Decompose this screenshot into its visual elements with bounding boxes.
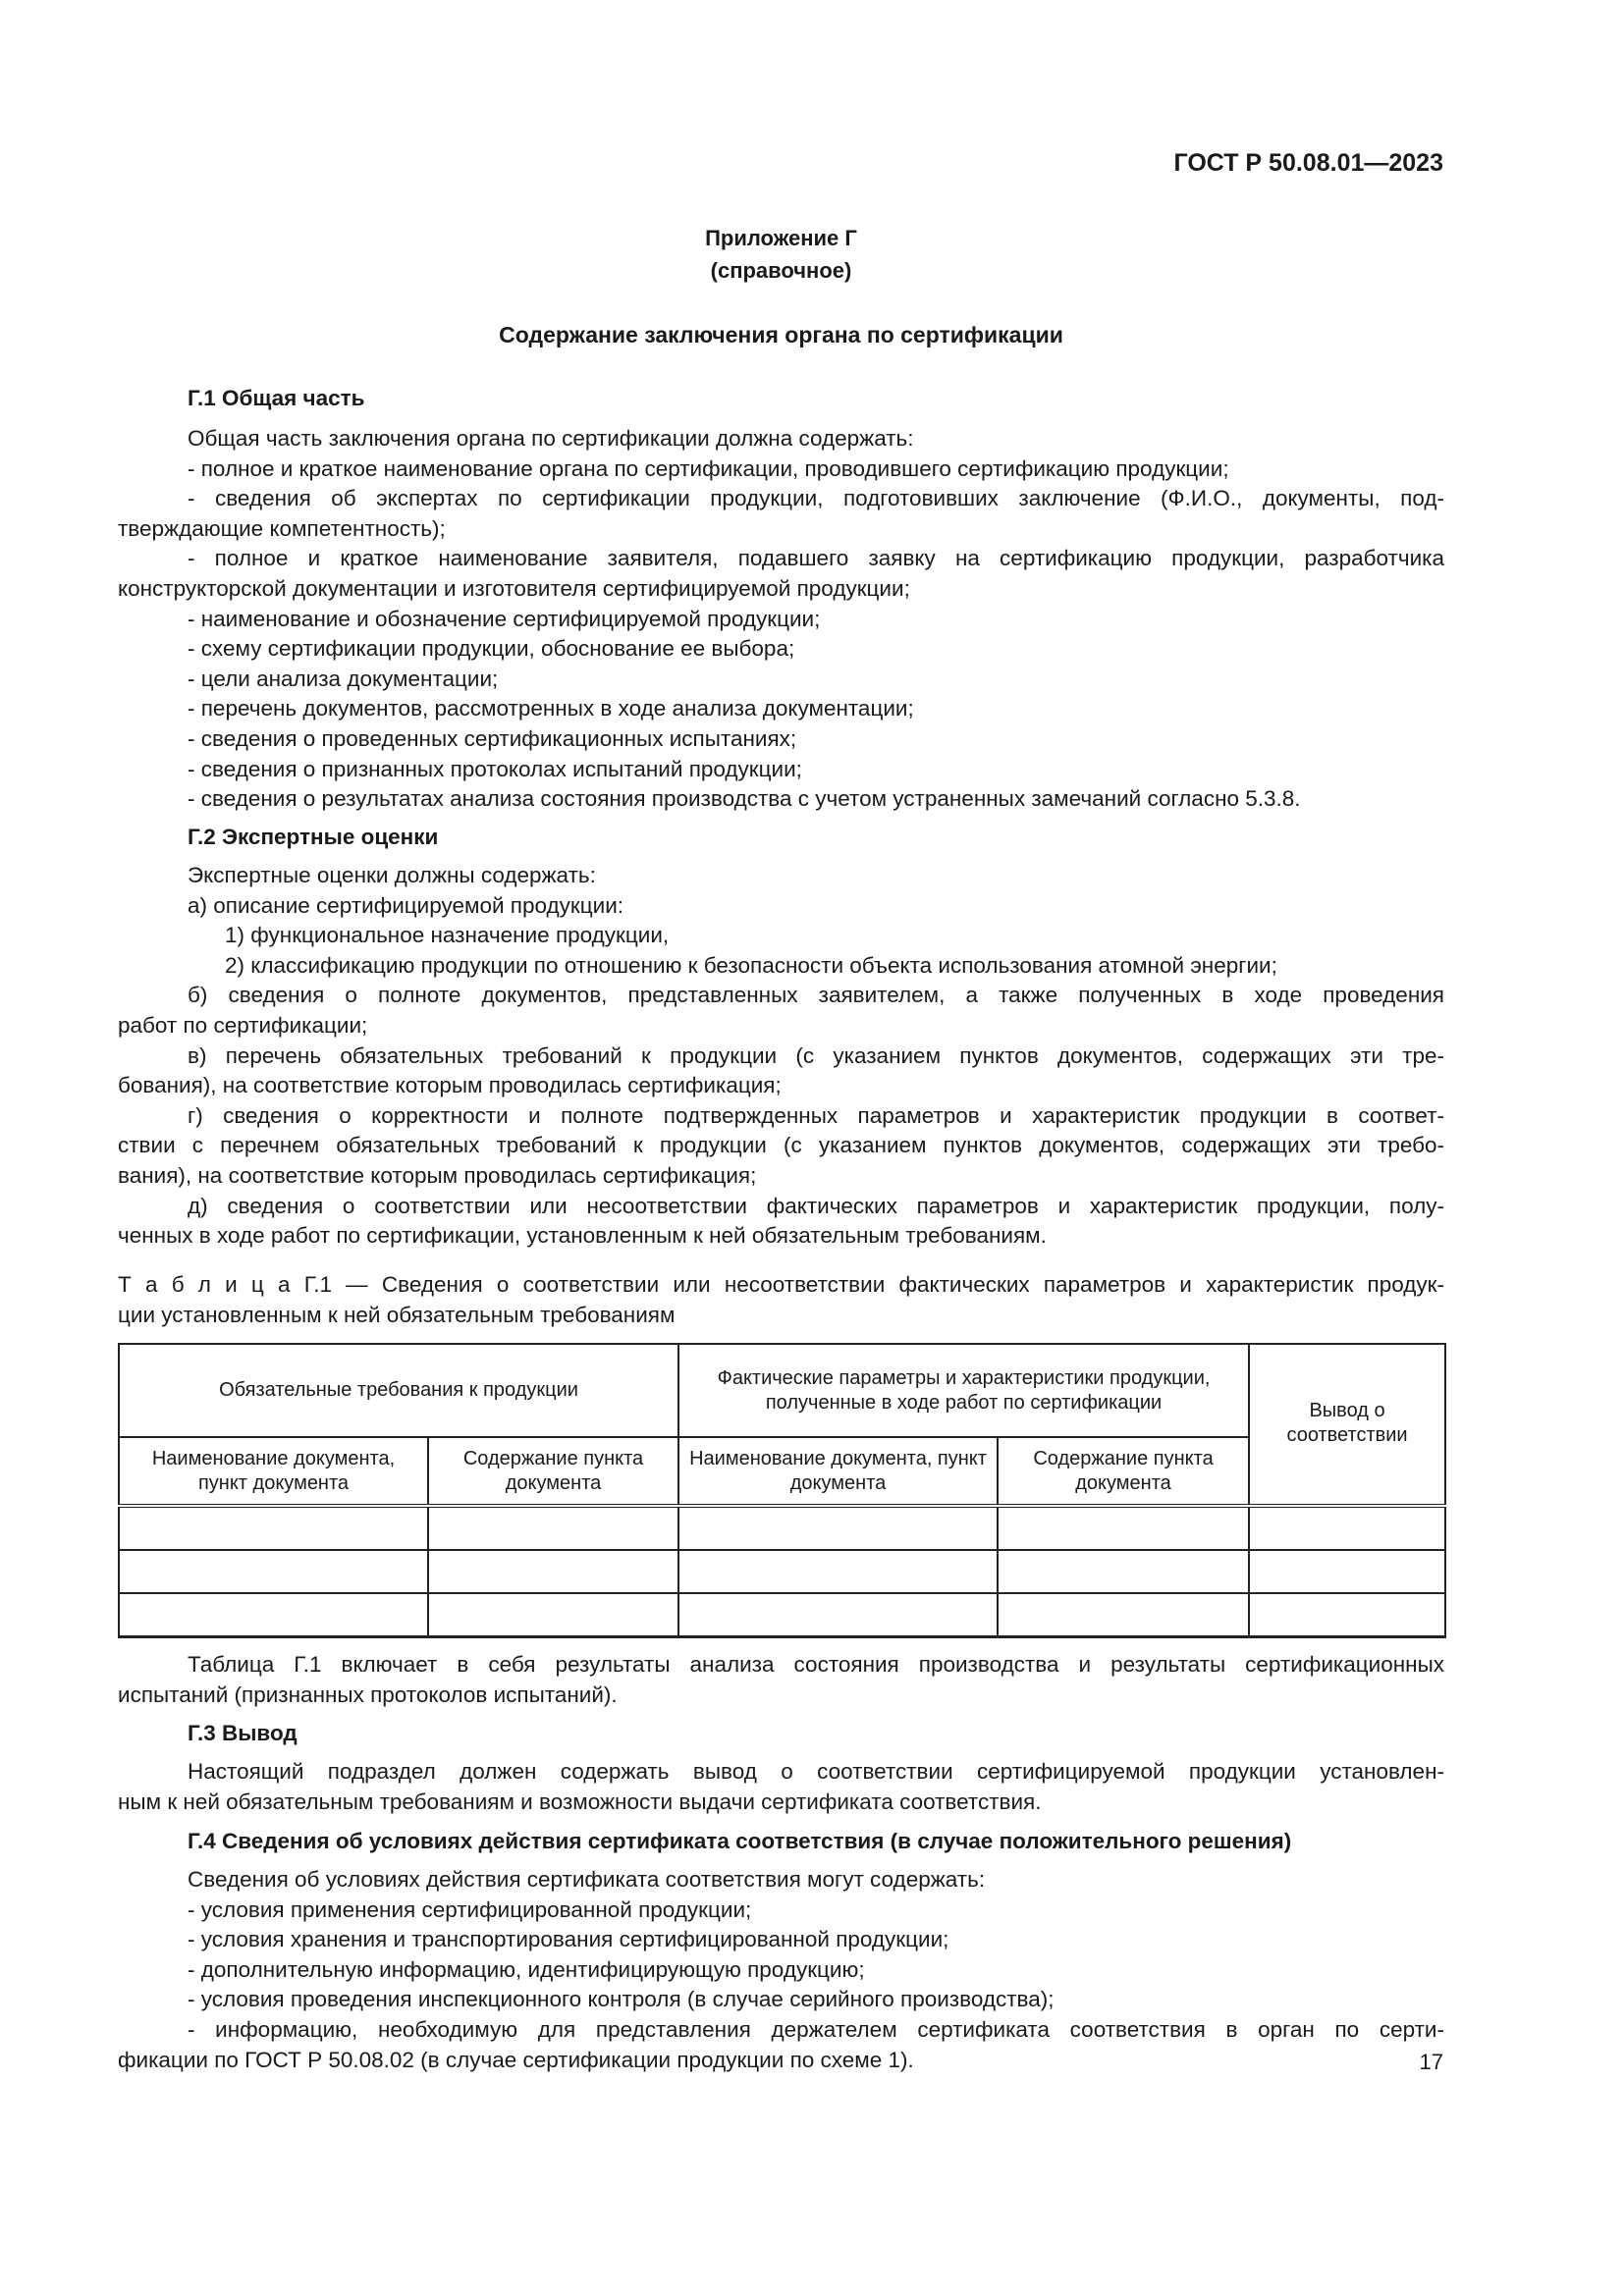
table-row [119,1593,1445,1637]
text-line: - полное и краткое наименование органа по сертификации, проводившего сертификацию продукции; [188,455,1229,481]
text-line: ченных в ходе работ по сертификации, установленным к ней обязательным требованиям. [118,1223,1047,1249]
text-line: ствии с перечнем обязательных требований к продукции (с указанием пунктов документов, содержащих эти требо- [118,1133,1444,1158]
text-line: Экспертные оценки должны содержать: [188,863,596,887]
text-line: - полное и краткое наименование заявителя, подавшего заявку на сертификацию продукции, разработчика [188,546,1444,571]
table-header-actual-parameters: Фактические параметры и характеристики продукции, полученные в ходе работ по сертификации [678,1344,1249,1437]
section-heading-g1: Г.1 Общая часть [188,386,365,410]
text-line: - условия хранения и транспортирования сертифицированной продукции; [188,1927,949,1952]
table-note [118,1650,1444,1710]
table-subheader: Наименование документа, пункт документа [119,1437,428,1506]
text-line: 2) классификацию продукции по отношению к безопасности объекта использования атомной энергии; [225,952,1277,978]
text-line: ции установленным к ней обязательным требованиям [118,1302,676,1327]
text-line: Настоящий подраздел должен содержать вывод о соответствии сертифицируемой продукции установлен- [188,1759,1444,1784]
text-line: - цели анализа документации; [188,666,499,691]
section-heading-g3: Г.3 Вывод [188,1721,298,1745]
section-body-g2 [118,861,1444,1252]
appendix-title: Приложение Г [705,226,857,250]
text-line: - наименование и обозначение сертифицируемой продукции; [188,606,821,631]
appendix-subtitle: (справочное) [710,258,852,283]
standard-designation: ГОСТ Р 50.08.01—2023 [1173,149,1443,177]
section-heading-g2: Г.2 Экспертные оценки [188,825,439,849]
text-line: - дополнительную информацию, идентифицирующую продукцию; [188,1956,865,1982]
text-line: работ по сертификации; [118,1012,368,1038]
text-line: 1) функциональное назначение продукции, [225,923,670,948]
text-line: Сведения об условиях действия сертификата соответствия могут содержать: [188,1867,986,1892]
text-line: - сведения о признанных протоколах испытаний продукции; [188,756,802,781]
section-body-g4 [118,1865,1444,2075]
text-line: фикации по ГОСТ Р 50.08.02 (в случае сертификации продукции по схеме 1). [118,2047,914,2072]
page-number: 17 [1419,2050,1443,2074]
text-line: - сведения о результатах анализа состояния производства с учетом устраненных замечаний согласно 5.3.8. [188,786,1301,812]
text-line: ным к ней обязательным требованиям и возможности выдачи сертификата соответствия. [118,1789,1042,1814]
text-line: - условия применения сертифицированной продукции; [188,1896,752,1922]
text-line: б) сведения о полноте документов, представленных заявителем, а также полученных в ходе проведения [188,983,1444,1008]
text-line: - схему сертификации продукции, обоснование ее выбора; [188,636,795,662]
section-body-g3 [118,1757,1444,1817]
text-line: конструкторской документации и изготовителя сертифицируемой продукции; [118,575,910,601]
text-line: вания), на соответствие которым проводилась сертификация; [118,1162,757,1188]
text-line: - информацию, необходимую для представления держателем сертификата соответствия в орган по серти- [188,2016,1444,2042]
table-header-conclusion: Вывод о соответствии [1249,1344,1445,1506]
text-line: Таблица Г.1 включает в себя результаты анализа состояния производства и результаты сертификационных [188,1652,1444,1677]
table-header-requirements: Обязательные требования к продукции [119,1344,678,1437]
text-line: а) описание сертифицируемой продукции: [188,892,624,918]
text-line: Общая часть заключения органа по сертификации должна содержать: [188,426,914,451]
section-body-g1 [118,424,1444,815]
text-line: бования), на соответствие которым проводилась сертификация; [118,1073,782,1098]
text-line: - сведения об экспертах по сертификации продукции, подготовивших заключение (Ф.И.О., документы, под- [188,486,1444,511]
table-row [119,1506,1445,1550]
text-line: - условия проведения инспекционного контроля (в случае серийного производства); [188,1987,1055,2012]
table-subheader: Содержание пункта документа [428,1437,678,1506]
document-title: Содержание заключения органа по сертификации [499,322,1063,347]
text-line: - перечень документов, рассмотренных в ходе анализа документации; [188,696,914,721]
table-caption [118,1270,1444,1330]
text-line: Т а б л и ц а Г.1 — Сведения о соответствии или несоответствии фактических параметров и характеристик продук- [118,1272,1444,1297]
table-subheader: Содержание пункта документа [998,1437,1249,1506]
text-line: тверждающие компетентность); [118,515,446,541]
section-heading-g4: Г.4 Сведения об условиях действия сертификата соответствия (в случае положительного решения) [188,1829,1292,1853]
table-subheader: Наименование документа, пункт документа [678,1437,998,1506]
text-line: д) сведения о соответствии или несоответствии фактических параметров и характеристик продукции, полу- [188,1193,1444,1218]
text-line: г) сведения о корректности и полноте подтвержденных параметров и характеристик продукции в соответ- [188,1102,1444,1128]
compliance-table [118,1343,1446,1638]
text-line: испытаний (признанных протоколов испытаний). [118,1682,618,1707]
text-line: в) перечень обязательных требований к продукции (с указанием пунктов документов, содержащих эти тре- [188,1042,1444,1068]
table-row [119,1550,1445,1593]
text-line: - сведения о проведенных сертификационных испытаниях; [188,725,797,751]
